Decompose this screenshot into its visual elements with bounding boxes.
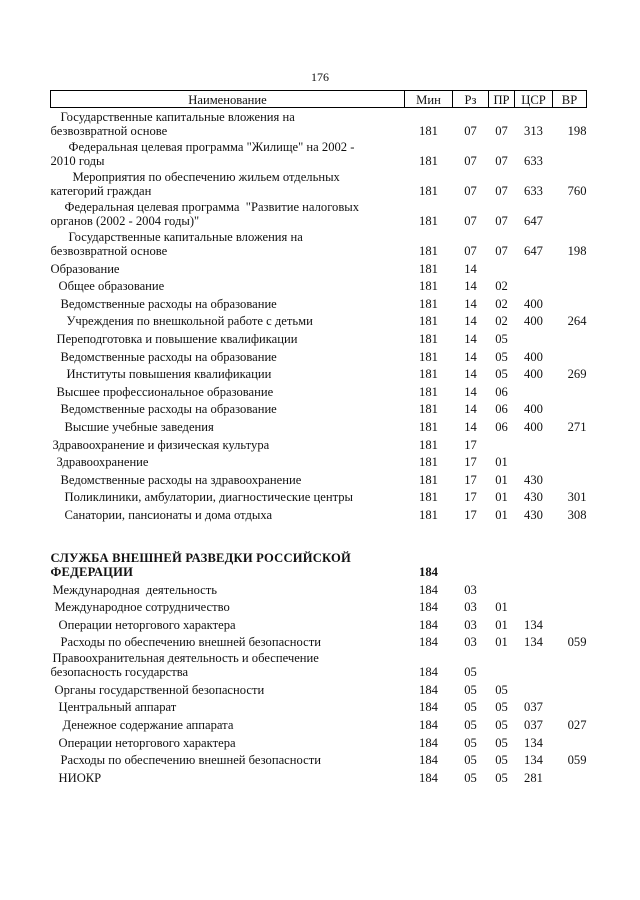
cell-pr: 05 [495, 735, 508, 750]
cell-csr [515, 328, 553, 346]
cell-csr [515, 546, 553, 579]
cell-csr [515, 597, 553, 615]
table-row [51, 168, 587, 198]
cell-pr: 01 [495, 635, 508, 650]
cell-name [51, 293, 405, 311]
cell-vr [553, 276, 587, 294]
cell-vr [553, 328, 587, 346]
table-row [51, 416, 587, 434]
table-header-row [51, 91, 587, 108]
cell-min: 184 [419, 770, 438, 785]
cell-name [51, 579, 405, 597]
cell-csr: 134 [524, 753, 543, 768]
table-row [51, 452, 587, 470]
cell-csr [515, 579, 553, 597]
table-row [51, 732, 587, 750]
table-row [51, 108, 587, 139]
cell-min: 181 [419, 384, 438, 399]
cell-pr: 07 [495, 244, 508, 258]
cell-rz: 05 [464, 718, 477, 733]
cell-csr: 134 [524, 735, 543, 750]
cell-rz: 05 [464, 753, 477, 768]
cell-csr: 430 [524, 507, 543, 522]
cell-pr: 07 [495, 124, 508, 138]
cell-rz: 07 [464, 124, 477, 138]
cell-min: 181 [419, 261, 438, 276]
row-label: Государственные капитальные вложения на безвозвратной основе [50, 230, 303, 258]
cell-min: 181 [419, 367, 438, 382]
cell-vr [553, 546, 587, 579]
cell-rz: 14 [464, 261, 477, 276]
cell-min: 181 [419, 349, 438, 364]
cell-pr [489, 258, 515, 276]
cell-name [51, 679, 405, 697]
cell-vr [553, 293, 587, 311]
cell-name [51, 614, 405, 632]
cell-name [51, 228, 405, 258]
cell-csr [515, 452, 553, 470]
cell-vr: 027 [567, 718, 587, 733]
cell-min: 184 [419, 600, 438, 615]
cell-min: 184 [419, 635, 438, 650]
cell-name [51, 750, 405, 768]
cell-name [51, 168, 405, 198]
cell-pr: 01 [495, 617, 508, 632]
cell-csr: 400 [524, 402, 543, 417]
cell-rz: 14 [464, 314, 477, 329]
cell-pr: 05 [495, 349, 508, 364]
cell-pr [489, 546, 515, 579]
cell-pr [489, 522, 515, 546]
table-row [51, 364, 587, 382]
row-label: Государственные капитальные вложения на безвозвратной основе [50, 110, 295, 138]
cell-csr: 400 [524, 296, 543, 311]
table-row [51, 487, 587, 505]
cell-name [51, 767, 405, 785]
cell-pr: 05 [495, 700, 508, 715]
cell-vr [553, 614, 587, 632]
cell-csr: 313 [524, 124, 543, 138]
row-label: Учреждения по внешкольной работе с детьми [66, 314, 313, 329]
cell-min: 184 [419, 700, 438, 715]
cell-name [51, 434, 405, 452]
row-label: Денежное содержание аппарата [62, 718, 234, 733]
cell-csr: 430 [524, 472, 543, 487]
row-label: Органы государственной безопасности [54, 682, 265, 697]
cell-rz: 14 [464, 384, 477, 399]
row-label: Расходы по обеспечению внешней безопасности [60, 635, 321, 650]
cell-pr [489, 434, 515, 452]
cell-pr: 01 [495, 600, 508, 615]
cell-vr: 059 [567, 753, 587, 768]
cell-name [51, 328, 405, 346]
cell-pr: 02 [495, 314, 508, 329]
row-label: Международная деятельность [52, 582, 218, 597]
cell-vr [553, 381, 587, 399]
row-label: Мероприятия по обеспечению жильем отдельных категорий граждан [50, 170, 340, 198]
cell-pr: 06 [495, 419, 508, 434]
table-row [51, 399, 587, 417]
cell-rz: 03 [464, 600, 477, 615]
table-row [51, 434, 587, 452]
cell-csr: 647 [524, 214, 543, 228]
row-label: Образование [50, 261, 120, 276]
cell-rz: 14 [464, 349, 477, 364]
cell-pr: 01 [495, 490, 508, 505]
section-header-row [51, 546, 587, 579]
header-pr: ПР [489, 91, 515, 108]
table-row [51, 346, 587, 364]
cell-rz: 17 [464, 507, 477, 522]
cell-min: 181 [419, 184, 438, 198]
header-name: Наименование [51, 91, 405, 108]
cell-min: 181 [419, 402, 438, 417]
cell-name [51, 469, 405, 487]
cell-vr [553, 649, 587, 679]
cell-pr: 02 [495, 296, 508, 311]
cell-min: 181 [419, 314, 438, 329]
cell-csr: 633 [524, 154, 543, 168]
cell-csr: 281 [524, 770, 543, 785]
cell-vr [553, 767, 587, 785]
cell-vr [553, 522, 587, 546]
cell-pr: 01 [495, 455, 508, 470]
table-row [51, 679, 587, 697]
row-label: Ведомственные расходы на здравоохранение [60, 472, 302, 487]
cell-csr [515, 649, 553, 679]
cell-min: 181 [419, 214, 438, 228]
cell-name [51, 108, 405, 139]
cell-vr [553, 469, 587, 487]
cell-min: 181 [419, 279, 438, 294]
cell-pr: 05 [495, 682, 508, 697]
budget-table [50, 90, 587, 785]
cell-csr: 647 [524, 244, 543, 258]
cell-min: 181 [419, 154, 438, 168]
cell-csr [515, 381, 553, 399]
cell-vr: 264 [567, 314, 587, 329]
cell-name [51, 258, 405, 276]
cell-name [51, 364, 405, 382]
cell-csr: 037 [524, 718, 543, 733]
cell-vr [553, 579, 587, 597]
cell-name [51, 714, 405, 732]
header-rz: Рз [453, 91, 489, 108]
table-row [51, 632, 587, 650]
row-label: Международное сотрудничество [54, 600, 230, 615]
cell-vr [553, 434, 587, 452]
spacer-row [51, 522, 587, 546]
table-row [51, 504, 587, 522]
cell-rz: 14 [464, 296, 477, 311]
cell-min: 184 [419, 582, 438, 597]
row-label: Ведомственные расходы на образование [60, 402, 277, 417]
cell-min: 181 [419, 437, 438, 452]
cell-name [51, 487, 405, 505]
cell-pr: 01 [495, 507, 508, 522]
cell-rz: 17 [464, 437, 477, 452]
cell-rz: 03 [464, 635, 477, 650]
cell-vr [553, 697, 587, 715]
cell-name [51, 381, 405, 399]
cell-vr [553, 597, 587, 615]
header-csr: ЦСР [515, 91, 553, 108]
cell-min: 181 [419, 331, 438, 346]
cell-min [405, 522, 453, 546]
table-row [51, 258, 587, 276]
cell-csr: 400 [524, 349, 543, 364]
cell-rz: 05 [464, 700, 477, 715]
cell-name [51, 522, 405, 546]
cell-rz: 17 [464, 472, 477, 487]
cell-min: 181 [419, 419, 438, 434]
cell-csr: 134 [524, 617, 543, 632]
cell-min: 184 [419, 753, 438, 768]
row-label: Федеральная целевая программа "Развитие налоговых органов (2002 - 2004 годы)" [50, 200, 360, 228]
cell-rz: 07 [464, 154, 477, 168]
cell-rz: 07 [464, 184, 477, 198]
cell-pr: 07 [495, 214, 508, 228]
cell-csr: 400 [524, 367, 543, 382]
cell-rz: 03 [464, 617, 477, 632]
row-label: Здравоохранение и физическая культура [52, 437, 270, 452]
row-label: Высшие учебные заведения [64, 419, 214, 434]
cell-name [51, 399, 405, 417]
cell-name [51, 452, 405, 470]
cell-csr: 400 [524, 314, 543, 329]
cell-rz: 05 [464, 770, 477, 785]
cell-pr: 06 [495, 384, 508, 399]
row-label: СЛУЖБА ВНЕШНЕЙ РАЗВЕДКИ РОССИЙСКОЙ ФЕДЕРАЦИИ [50, 550, 352, 579]
cell-min: 184 [419, 665, 438, 680]
cell-pr: 05 [495, 718, 508, 733]
cell-vr: 059 [567, 635, 587, 650]
cell-pr: 05 [495, 753, 508, 768]
row-label: Операции неторгового характера [58, 617, 236, 632]
cell-vr [553, 399, 587, 417]
table-row [51, 597, 587, 615]
cell-min: 181 [419, 490, 438, 505]
cell-pr [489, 649, 515, 679]
cell-rz: 14 [464, 419, 477, 434]
cell-name [51, 632, 405, 650]
row-label: Поликлиники, амбулатории, диагностические центры [64, 490, 354, 505]
cell-rz: 14 [464, 367, 477, 382]
cell-pr: 05 [495, 331, 508, 346]
cell-vr [553, 732, 587, 750]
cell-rz: 03 [464, 582, 477, 597]
cell-csr: 400 [524, 419, 543, 434]
cell-pr: 07 [495, 184, 508, 198]
table-row [51, 138, 587, 168]
cell-min: 184 [419, 718, 438, 733]
row-label: Высшее профессиональное образование [56, 384, 274, 399]
cell-min: 181 [419, 455, 438, 470]
cell-rz: 05 [464, 682, 477, 697]
cell-rz: 07 [464, 244, 477, 258]
cell-csr: 430 [524, 490, 543, 505]
cell-min: 181 [419, 296, 438, 311]
row-label: Ведомственные расходы на образование [60, 296, 277, 311]
cell-vr: 308 [567, 507, 587, 522]
cell-csr [515, 522, 553, 546]
row-label: Операции неторгового характера [58, 735, 236, 750]
cell-name [51, 649, 405, 679]
cell-name [51, 732, 405, 750]
page-number: 176 [311, 70, 329, 84]
cell-rz: 07 [464, 214, 477, 228]
cell-csr: 633 [524, 184, 543, 198]
cell-csr [515, 276, 553, 294]
table-row [51, 228, 587, 258]
cell-min: 184 [419, 735, 438, 750]
table-row [51, 649, 587, 679]
cell-vr: 301 [567, 490, 587, 505]
cell-pr: 02 [495, 279, 508, 294]
cell-rz [453, 546, 489, 579]
cell-name [51, 198, 405, 228]
cell-name [51, 346, 405, 364]
cell-pr: 06 [495, 402, 508, 417]
row-label: Ведомственные расходы на образование [60, 349, 277, 364]
table-row [51, 697, 587, 715]
cell-rz: 14 [464, 331, 477, 346]
cell-vr: 760 [567, 184, 587, 198]
cell-vr [553, 258, 587, 276]
cell-name [51, 597, 405, 615]
cell-min: 181 [419, 507, 438, 522]
cell-pr: 05 [495, 770, 508, 785]
cell-vr [553, 198, 587, 228]
cell-min: 184 [419, 617, 438, 632]
cell-vr [553, 138, 587, 168]
table-row [51, 381, 587, 399]
cell-name [51, 504, 405, 522]
table-row [51, 614, 587, 632]
cell-name [51, 311, 405, 329]
cell-csr: 134 [524, 635, 543, 650]
cell-csr [515, 258, 553, 276]
cell-rz: 17 [464, 455, 477, 470]
cell-rz: 17 [464, 490, 477, 505]
cell-pr: 01 [495, 472, 508, 487]
cell-name [51, 546, 405, 579]
cell-rz: 05 [464, 735, 477, 750]
row-label: Санатории, пансионаты и дома отдыха [64, 507, 273, 522]
table-body [51, 108, 587, 785]
cell-pr [489, 579, 515, 597]
table-row [51, 311, 587, 329]
row-label: Правоохранительная деятельность и обеспечение безопасность государства [50, 651, 319, 680]
cell-min: 181 [419, 124, 438, 138]
row-label: Федеральная целевая программа "Жилище" на 2002 - 2010 годы [50, 140, 355, 168]
cell-name [51, 416, 405, 434]
cell-vr [553, 452, 587, 470]
row-label: Институты повышения квалификации [66, 367, 272, 382]
table-row [51, 293, 587, 311]
cell-min: 184 [419, 682, 438, 697]
cell-csr: 037 [524, 700, 543, 715]
row-label: Общее образование [58, 279, 165, 294]
row-label: Переподготовка и повышение квалификации [56, 331, 298, 346]
cell-csr [515, 679, 553, 697]
table-row [51, 198, 587, 228]
cell-vr: 198 [567, 124, 587, 138]
table-row [51, 750, 587, 768]
table-row [51, 579, 587, 597]
cell-vr [553, 679, 587, 697]
table-row [51, 328, 587, 346]
cell-name [51, 697, 405, 715]
table-row [51, 469, 587, 487]
cell-name [51, 138, 405, 168]
cell-vr: 198 [567, 244, 587, 258]
cell-pr: 07 [495, 154, 508, 168]
row-label: Центральный аппарат [58, 700, 177, 715]
row-label: Здравоохранение [56, 455, 149, 470]
cell-vr [553, 346, 587, 364]
cell-rz: 14 [464, 279, 477, 294]
table-row [51, 276, 587, 294]
cell-csr [515, 434, 553, 452]
row-label: Расходы по обеспечению внешней безопасности [60, 753, 321, 768]
cell-vr: 269 [567, 367, 587, 382]
cell-min: 184 [419, 564, 438, 579]
cell-rz [453, 522, 489, 546]
cell-rz: 05 [464, 665, 477, 680]
table-row [51, 767, 587, 785]
header-min: Мин [405, 91, 453, 108]
table-row [51, 714, 587, 732]
cell-name [51, 276, 405, 294]
row-label: НИОКР [58, 770, 102, 785]
cell-pr: 05 [495, 367, 508, 382]
cell-min: 181 [419, 472, 438, 487]
cell-min: 181 [419, 244, 438, 258]
cell-vr: 271 [567, 419, 587, 434]
cell-rz: 14 [464, 402, 477, 417]
header-vr: ВР [553, 91, 587, 108]
